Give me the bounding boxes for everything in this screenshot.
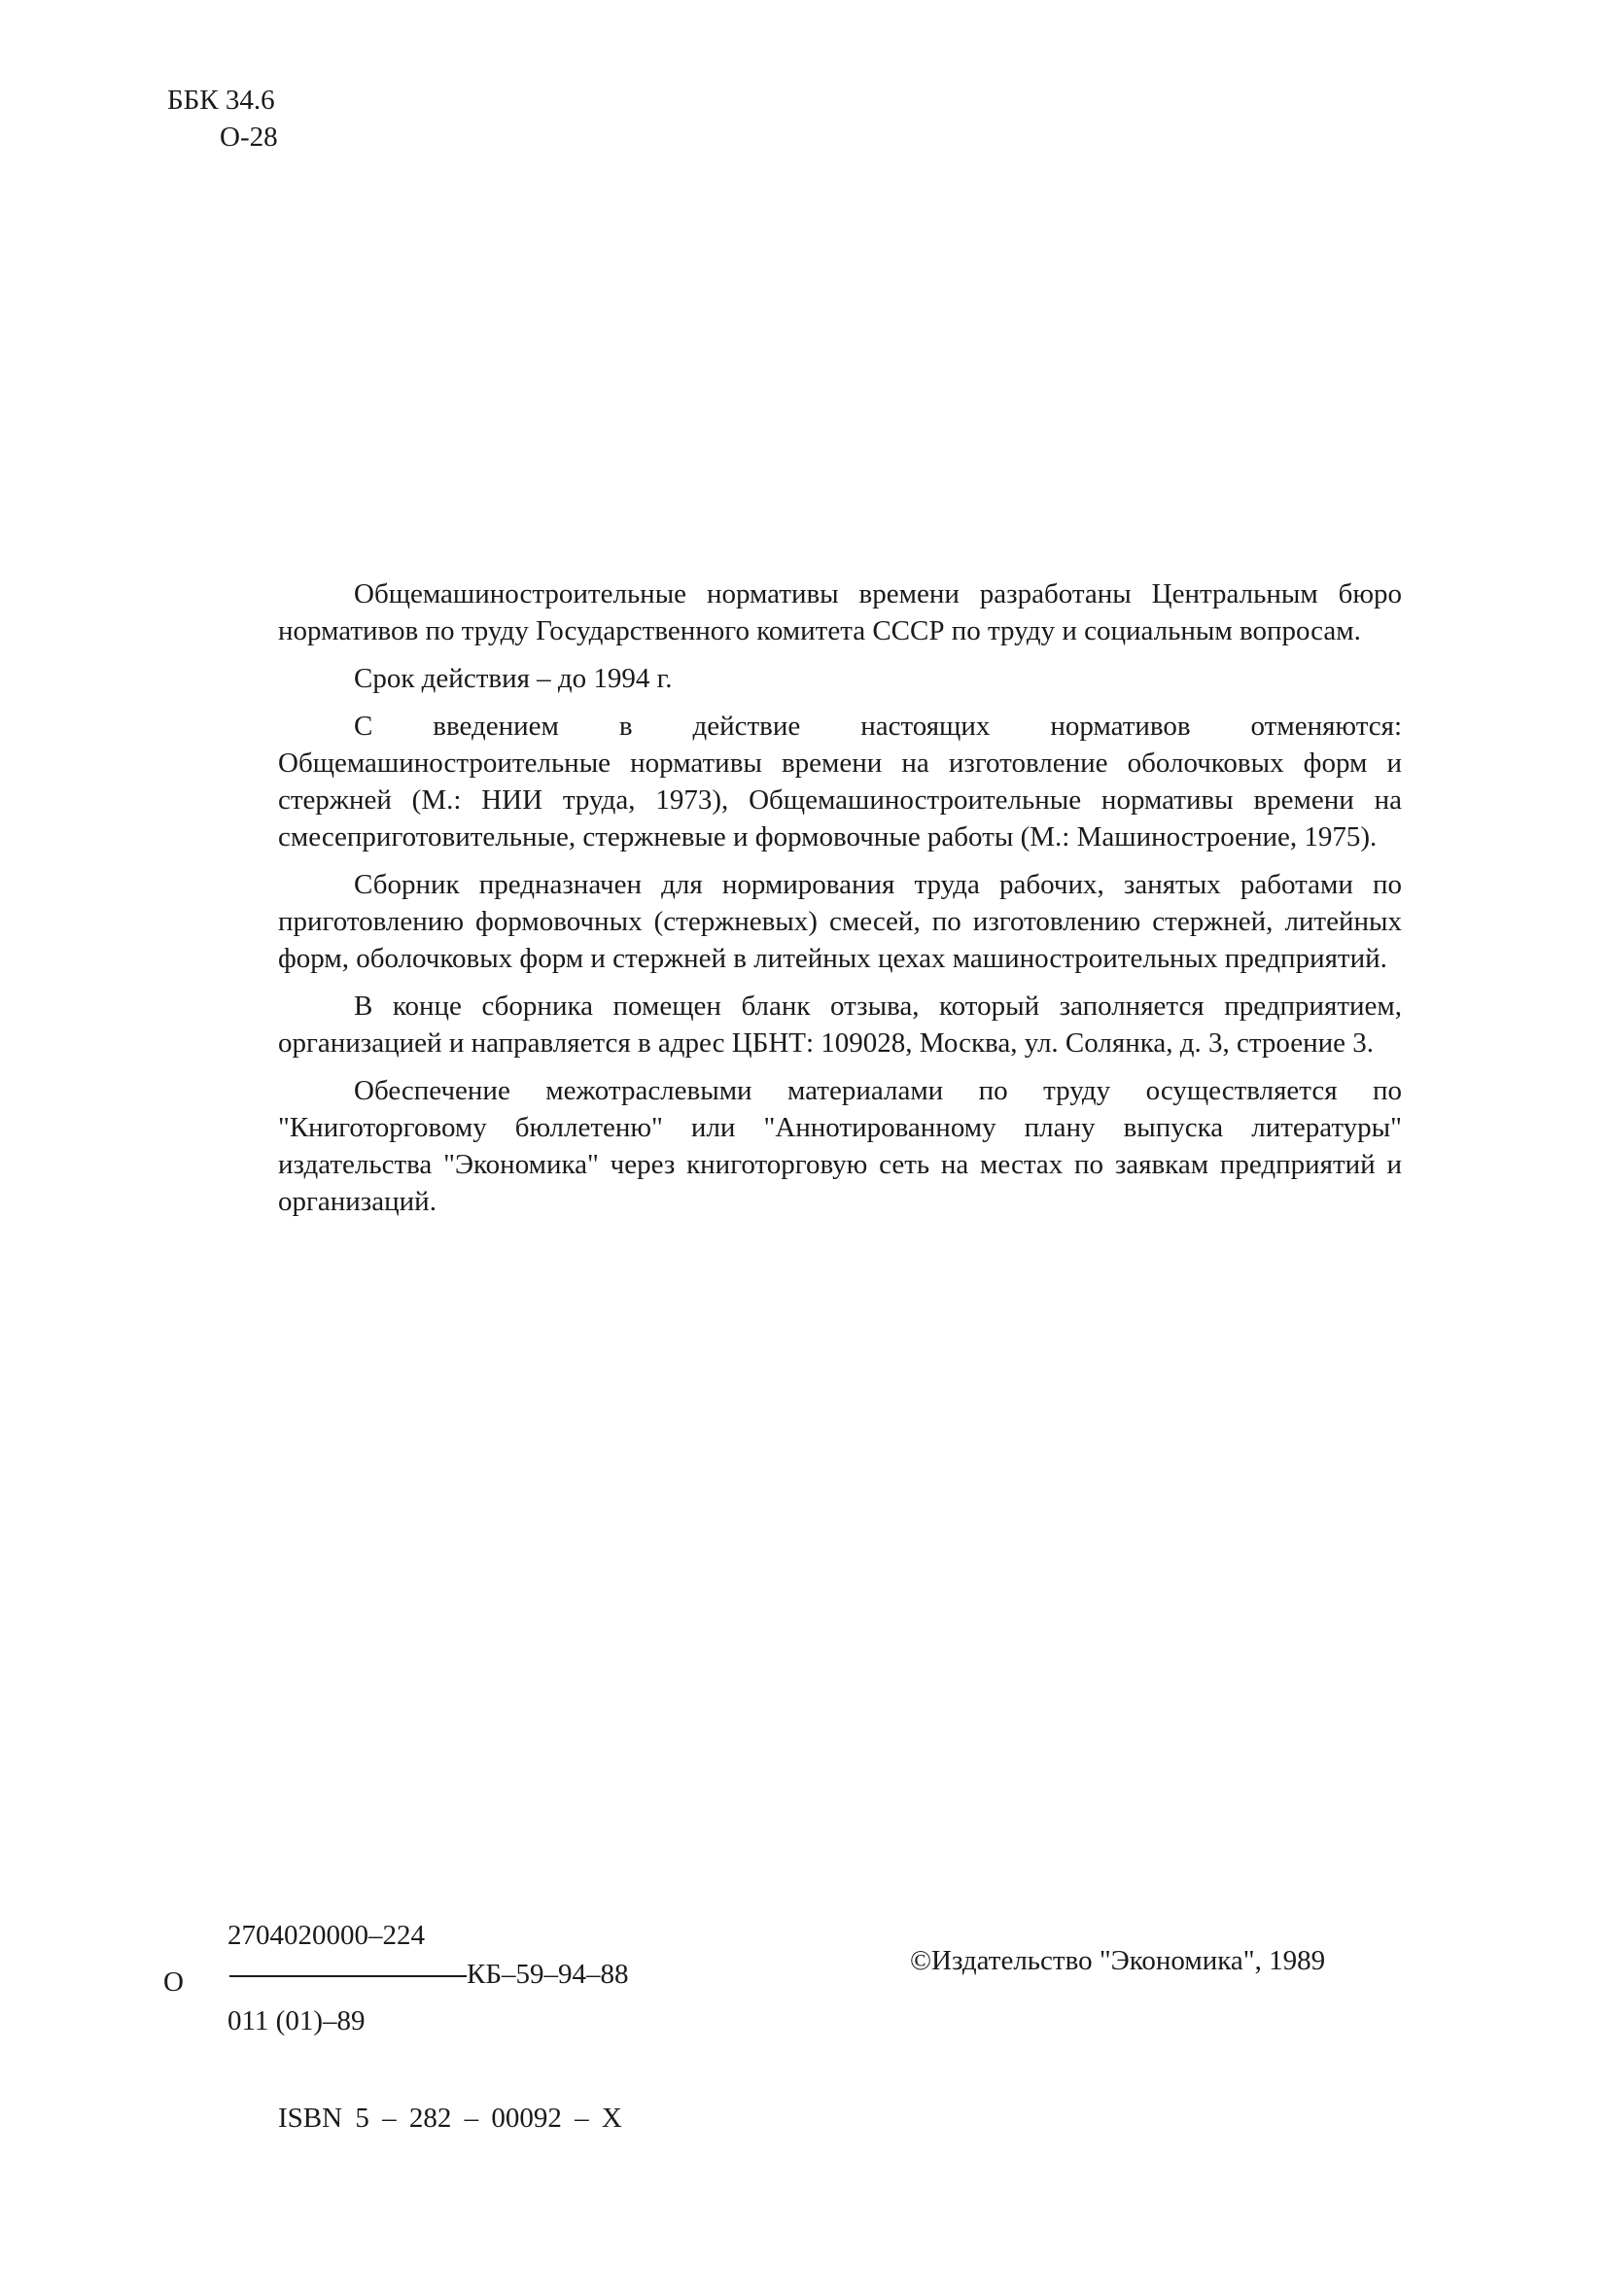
paragraph-feedback: В конце сборника помещен бланк отзыва, который заполняется предприятием, организацией и направляется в адрес ЦБНТ: 109028, Москва, ул. Солянка, д. 3, строение 3.: [278, 991, 1402, 1059]
bbk-code: ББК 34.6: [167, 85, 275, 116]
paragraph-purpose: Сборник предназначен для нормирования труда рабочих, занятых работами по приготовлению формовочных (стержневых) смесей, по изготовлению стержней, литейных форм, оболочковых форм и стержней в литейных цехах машиностроительных предприятий.: [278, 869, 1402, 974]
paragraph-superseded: С введением в действие настоящих нормативов отменяются: Общемашиностроительные нормативы времени на изготовление оболочковых форм и стержней (М.: НИИ труда, 1973), Общемашиностроительные нормативы времени на смесеприготовительные, стержневые и формовочные работы (М.: Машиностроение, 1975).: [278, 711, 1402, 852]
paragraph-validity: Срок действия – до 1994 г.: [354, 663, 673, 694]
publication-code-denominator: 011 (01)–89: [227, 2005, 366, 2036]
publication-code-numerator: 2704020000–224: [227, 1920, 425, 1951]
publication-code-lead: О: [163, 1966, 184, 1998]
annotation-text: [278, 575, 1402, 1231]
paragraph-developer: Общемашиностроительные нормативы времени разработаны Центральным бюро нормативов по труду Государственного комитета СССР по труду и социальным вопросам.: [278, 578, 1402, 646]
paragraph-distribution: Обеспечение межотраслевыми материалами по труду осуществляется по "Книготорговому бюллетеню" или "Аннотированному плану выпуска литературы" издательства "Экономика" через книготорговую сеть на местах по заявкам предприятий и организаций.: [278, 1075, 1402, 1217]
copyright-notice: ©Издательство "Экономика", 1989: [910, 1945, 1326, 1976]
fraction-line: [229, 1975, 467, 1977]
publication-code-suffix: КБ–59–94–88: [467, 1959, 629, 1990]
isbn: ISBN 5 – 282 – 00092 – X: [278, 2103, 622, 2134]
publication-code: [163, 1913, 708, 2049]
classification-block: [167, 82, 278, 156]
author-mark: О-28: [220, 122, 278, 153]
